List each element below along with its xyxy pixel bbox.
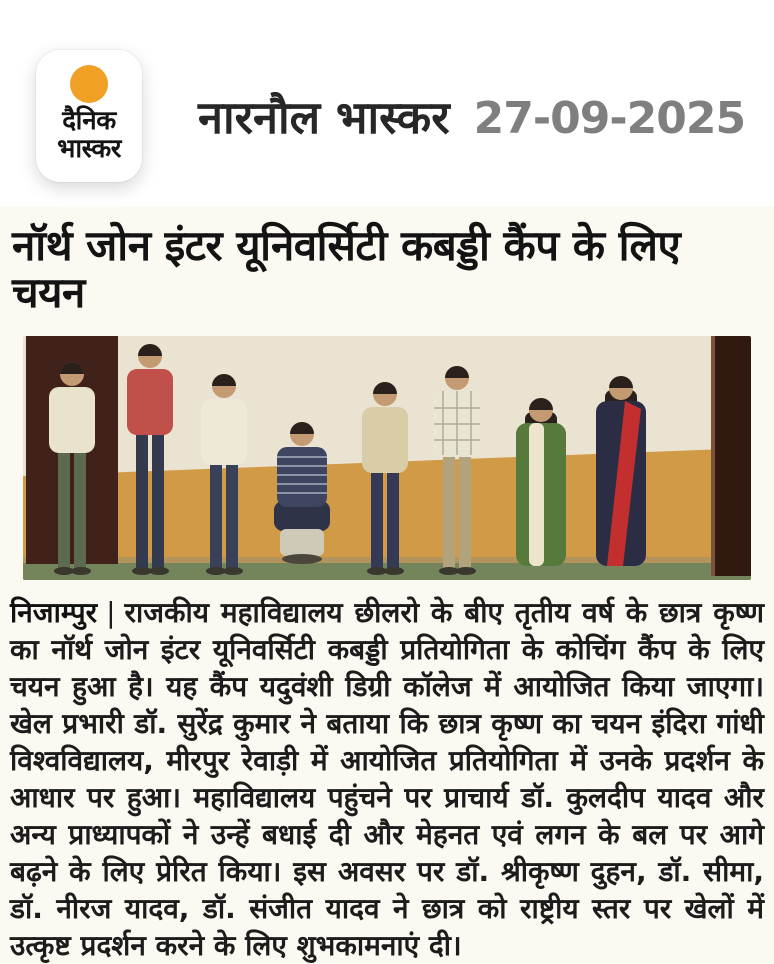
dateline: निजाम्पुर — [10, 596, 98, 630]
sun-icon — [70, 65, 108, 103]
article-clipping — [0, 206, 774, 964]
headline: नॉर्थ जोन इंटर यूनिवर्सिटी कबड्डी कैंप के लिए चयन — [12, 221, 681, 318]
header — [0, 0, 774, 206]
group-photo-svg — [23, 336, 751, 580]
logo-text — [57, 108, 121, 163]
logo-line-2: भास्कर — [57, 133, 121, 164]
group-photo — [23, 336, 751, 580]
article-body — [10, 594, 764, 964]
logo-line-1: दैनिक — [62, 106, 116, 136]
publish-date: 27-09-2025 — [473, 92, 746, 144]
body-copy: राजकीय महाविद्यालय छीलरो के बीए तृतीय वर्ष के छात्र कृष्ण का नॉर्थ जोन इंटर यूनिवर्सिटी कबड्डी प्रतियोगिता के कोचिंग कैंप के लिए चयन हुआ है। यह कैंप यदुवंशी डिग्री कॉलेज में आयोजित किया जाएगा। खेल प्रभारी डॉ. सुरेंद्र कुमार ने बताया कि छात्र कृष्ण का चयन इंदिरा गांधी विश्वविद्यालय, मीरपुर रेवाड़ी में आयोजित प्रतियोगिता में उनके प्रदर्शन के आधार पर हुआ। महाविद्यालय पहुंचने पर प्राचार्य डॉ. कुलदीप यादव और अन्य प्राध्यापकों ने उन्हें बधाई दी और मेहनत एवं लगन के बल पर आगे बढ़ने के लिए प्रेरित किया। इस अवसर पर डॉ. श्रीकृष्ण दुहन, डॉ. सीमा, डॉ. नीरज यादव, डॉ. संजीत यादव ने छात्र को राष्ट्रीय स्तर पर खेलों में उत्कृष्ट प्रदर्शन करने के लिए शुभकामनाएं दी। — [10, 596, 764, 963]
dainik-bhaskar-logo — [36, 50, 142, 182]
dateline-separator: | — [106, 596, 116, 630]
edition-title: नारनौल भास्कर — [198, 90, 450, 144]
masthead — [198, 86, 745, 147]
